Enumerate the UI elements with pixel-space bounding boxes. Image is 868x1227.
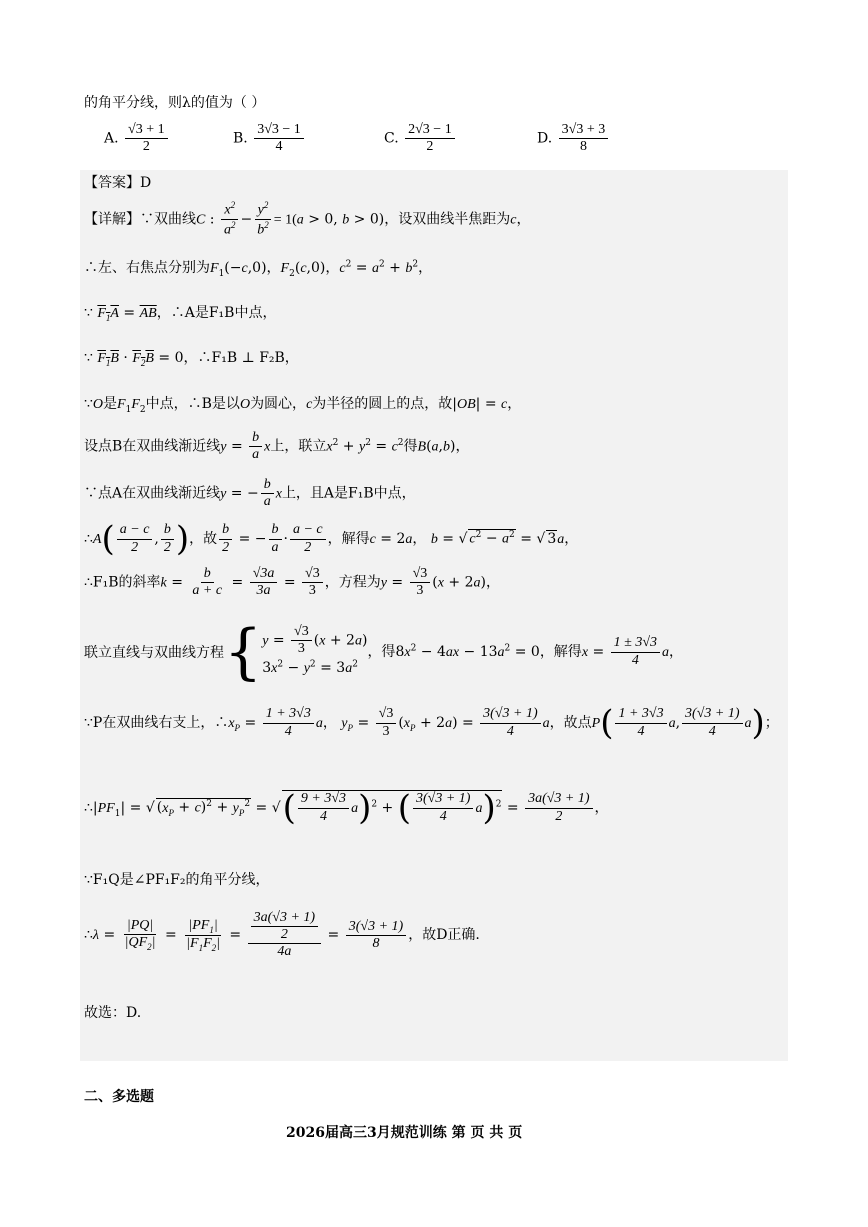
solution-line-11: ∵P在双曲线右支上，$\therefore x_P$ = $\frac{1 + 3√3}{4}$ a， $y_P$ = $\frac{√3}{3}$ $(x_P + 2a)$ = $\frac{3(√3 + 1)}{4}$ a，故点P( $\frac{1 + 3√3}{4}$ a, $\frac{3(√3 + 1)}{4}$ a)； — [84, 703, 779, 743]
option-a — [104, 122, 170, 155]
answer-line: 【答案】D — [84, 175, 152, 191]
section-title: 二、多选题 — [84, 1089, 154, 1105]
solution-line-14: ∴λ = $\frac{|PQ|}{|QF_2|}$ = $\frac{|PF_1|}{|F_1F_2|}$ = $\frac{\frac{3a(√3 + 1)}{2}}{4a}$ = $\frac{3(√3 + 1)}{8}$ ，故D正确. — [84, 910, 480, 960]
option-label: C. — [384, 130, 399, 147]
solution-line-6: 设点B在双曲线渐近线y = $\frac{b}{a}$ x上，联立$x^2 + y^2 = c^2$得B(a,b)， — [84, 430, 470, 463]
option-d — [537, 122, 610, 155]
solution-line-7: ∵点A在双曲线渐近线y = − $\frac{b}{a}$ x上，且A是F₁B中点， — [84, 477, 416, 510]
option-numerator: 2√3 − 1 — [405, 122, 455, 139]
solution-line-12: $\therefore|PF_1|$ = √ $(x_P + c)^2 + y_P^2$ = √( $\frac{9 + 3√3}{4}$ a)$^2$ + ( $\frac{3(√3 + 1)}{4}$ a)$^2$ = $\frac{3a(√3 + 1)}{2}$ ， — [84, 788, 609, 828]
option-label: B. — [233, 130, 248, 147]
option-numerator: 3√3 + 3 — [559, 122, 609, 139]
option-label: D. — [537, 130, 553, 147]
option-denominator: 2 — [142, 139, 150, 155]
question-text: 的角平分线，则λ的值为（ ） — [84, 95, 266, 111]
solution-line-15: 故选：D. — [84, 1005, 142, 1021]
option-denominator: 8 — [579, 139, 587, 155]
option-denominator: 2 — [426, 139, 434, 155]
option-numerator: √3 + 1 — [125, 122, 168, 139]
solution-line-8: ∴A( $\frac{a - c}{2}$ , $\frac{b}{2}$ )，故 $\frac{b}{2}$ = − $\frac{b}{a}$ · $\frac{a - c}{2}$ ，解得c = 2a， b = √ $c^2 - a^2$ = √ 3a， — [84, 519, 579, 559]
solution-line-9: ∴F₁B的斜率k = $\frac{b}{a + c}$ = $\frac{√3a}{3a}$ = $\frac{√3}{3}$ ，方程为y = $\frac{√3}{3}$ (x + 2a)， — [84, 566, 500, 599]
option-numerator: 3√3 − 1 — [254, 122, 304, 139]
option-denominator: 4 — [275, 139, 283, 155]
solution-line-2: ∴左、右焦点分别为$F_1(-c,0)$，$F_2(c,0)$，$c^2 = a^2 + b^2$， — [84, 259, 433, 279]
option-label: A. — [104, 130, 119, 147]
solution-line-1: 【详解】∵双曲线C : $\frac{x^2}{a^2}$ − $\frac{y^2}{b^2}$ = 1(a > 0, b > 0)，设双曲线半焦距为c， — [84, 200, 531, 238]
solution-line-3: ∵ $F_1A = \overline{AB}$，∴A是F₁B中点， — [84, 305, 277, 323]
option-b — [233, 122, 306, 155]
page-footer: 2026届高三3月规范训练 第 页 共 页 — [286, 1125, 523, 1141]
option-c — [384, 122, 457, 155]
solution-line-10: 联立直线与双曲线方程{ y = $\frac{√3}{3}$ (x + 2a) $3x^2 - y^2 = 3a^2$ ，得$8x^2 - 4ax - 13a^2 = 0$，解得x = $\frac{1 \pm 3√3}{4}$ a， — [84, 617, 684, 687]
solution-line-4: ∵ $F_1B \cdot F_2B = 0$，∴F₁B ⊥ F₂B， — [84, 350, 299, 368]
solution-line-5: ∵O是$F_1F_2$中点，∴B是以O为圆心，c为半径的圆上的点，故|OB| = c， — [84, 396, 522, 415]
solution-line-13: ∵F₁Q是∠PF₁F₂的角平分线， — [84, 872, 270, 888]
